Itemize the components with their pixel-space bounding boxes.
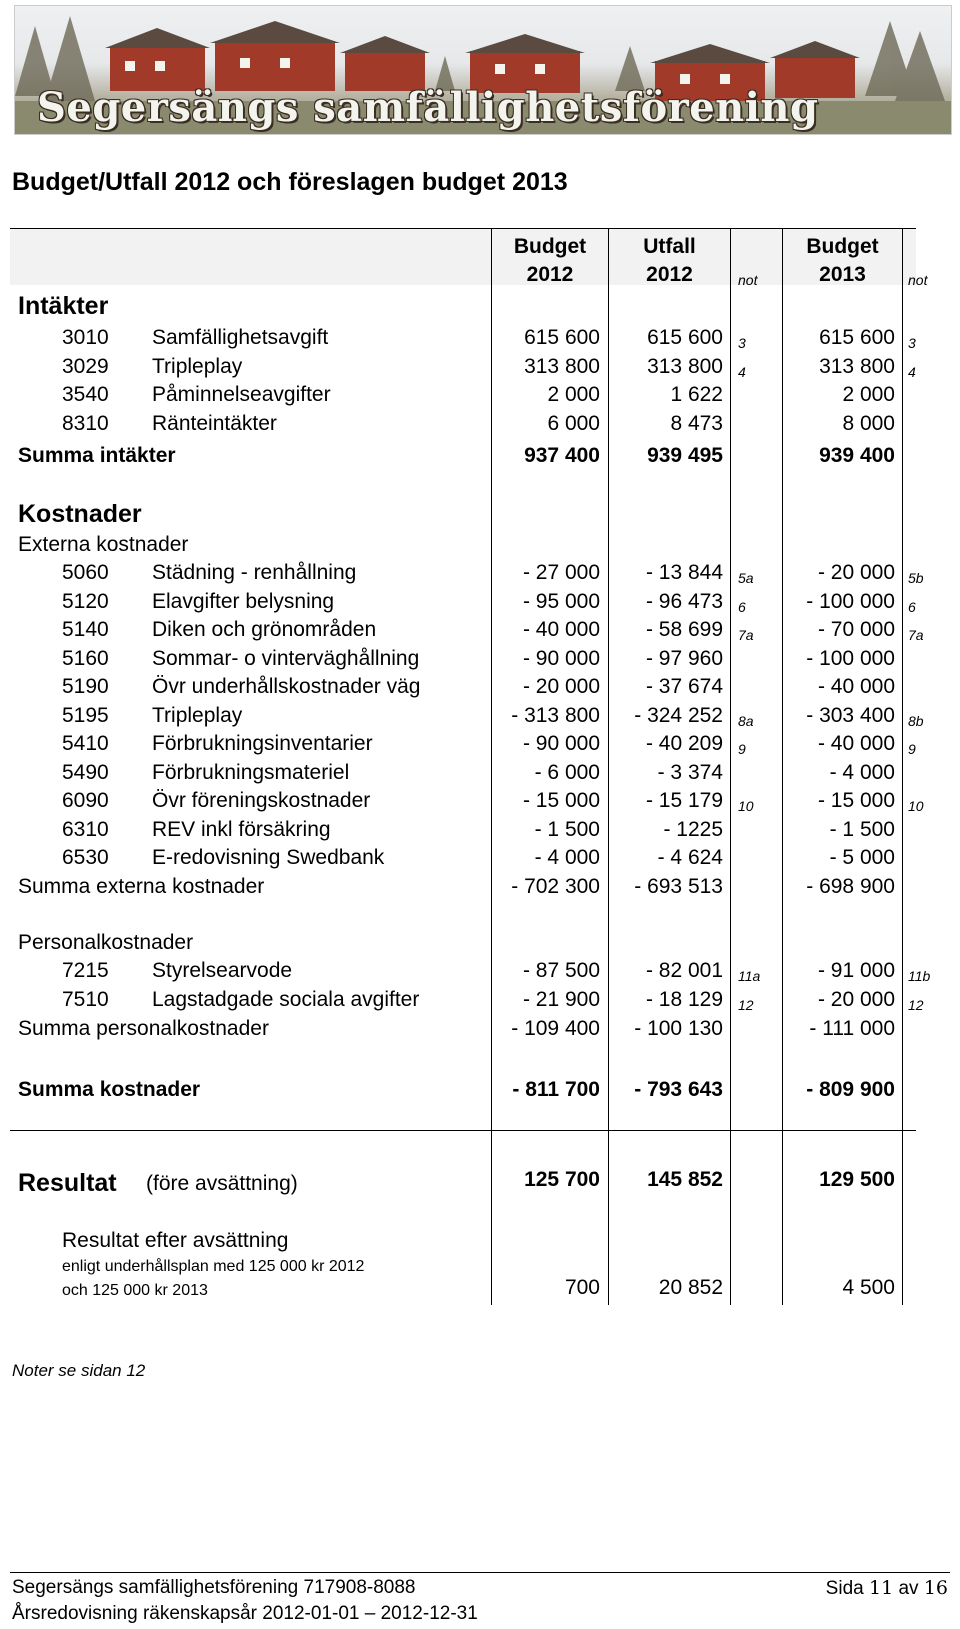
sum-kostnader-b12: - 811 700 xyxy=(512,1078,600,1101)
footer-period: Årsredovisning räkenskapsår 2012-01-01 – 2012-12-31 xyxy=(12,1603,478,1624)
sum-kostnader-u12: - 793 643 xyxy=(634,1078,723,1101)
account-budget-2013: - 91 000 xyxy=(817,959,895,982)
col-budget2012-line1: Budget xyxy=(513,235,587,258)
sum-personal-b13: - 111 000 xyxy=(809,1017,895,1040)
account-note-2012: 3 xyxy=(738,335,746,351)
account-budget-2013: - 5 000 xyxy=(829,846,895,869)
account-note-2013: 12 xyxy=(908,996,924,1013)
account-utfall-2012: - 97 960 xyxy=(645,646,723,670)
account-utfall-2012: - 1225 xyxy=(663,817,723,841)
resultat-label: Resultat xyxy=(18,1169,117,1197)
account-note-2012: 6 xyxy=(738,598,746,615)
subsection-title-personal: Personalkostnader xyxy=(18,931,194,954)
account-code: 6530 xyxy=(62,846,109,869)
col-not-1: not xyxy=(738,272,758,288)
account-note-2012: 4 xyxy=(738,363,746,380)
page-title: Budget/Utfall 2012 och föreslagen budget 2013 xyxy=(12,168,568,196)
account-name: Elavgifter belysning xyxy=(152,589,335,613)
account-name: Städning - renhållning xyxy=(152,561,357,584)
account-name: Övr underhållskostnader väg xyxy=(152,675,421,698)
column-divider xyxy=(902,228,903,1305)
account-budget-2012: - 20 000 xyxy=(522,675,600,698)
resultat-u12: 145 852 xyxy=(647,1168,723,1191)
notes-reference: Noter se sidan 12 xyxy=(12,1361,146,1380)
account-code: 7510 xyxy=(62,987,109,1011)
account-name: Övr föreningskostnader xyxy=(152,789,371,812)
account-name: Tripleplay xyxy=(152,354,243,378)
account-code: 8310 xyxy=(62,411,109,435)
resultat-efter-label: Resultat efter avsättning xyxy=(62,1229,289,1252)
account-budget-2012: 313 800 xyxy=(524,354,600,378)
resultat-efter-detail-1: enligt underhållsplan med 125 000 kr 2012 xyxy=(62,1258,365,1275)
header-banner xyxy=(14,5,952,135)
account-code: 5160 xyxy=(62,646,109,670)
account-code: 5190 xyxy=(62,675,109,698)
sum-personal-label: Summa personalkostnader xyxy=(18,1017,269,1040)
footer-org: Segersängs samfällighetsförening 717908-8088 xyxy=(12,1577,416,1598)
section-title-intakter: Intäkter xyxy=(18,292,109,320)
resultat-efter-detail-2: och 125 000 kr 2013 xyxy=(62,1282,208,1299)
column-divider xyxy=(730,228,731,1305)
account-utfall-2012: - 15 179 xyxy=(645,789,723,812)
account-name: Styrelsearvode xyxy=(152,959,293,982)
col-budget2013-line1: Budget xyxy=(806,235,879,258)
account-code: 5490 xyxy=(62,760,109,784)
account-name: Diken och grönområden xyxy=(152,618,377,641)
sum-intakter-b13: 939 400 xyxy=(819,444,895,467)
account-utfall-2012: - 96 473 xyxy=(645,589,723,613)
account-note-2013: 9 xyxy=(908,741,916,757)
account-budget-2013: 313 800 xyxy=(819,354,895,378)
account-utfall-2012: - 18 129 xyxy=(645,987,723,1011)
account-code: 5060 xyxy=(62,561,109,584)
account-code: 6310 xyxy=(62,817,109,841)
account-note-2013: 7a xyxy=(908,627,924,643)
account-budget-2012: - 6 000 xyxy=(534,760,600,784)
account-name: Förbrukningsmateriel xyxy=(152,760,350,784)
account-code: 5410 xyxy=(62,732,109,755)
account-note-2013: 5b xyxy=(908,570,924,586)
account-budget-2012: - 95 000 xyxy=(522,589,600,613)
account-code: 7215 xyxy=(62,959,109,982)
subsection-title-externa: Externa kostnader xyxy=(18,533,189,556)
account-budget-2012: - 313 800 xyxy=(511,703,600,727)
account-note-2012: 11a xyxy=(738,968,761,984)
account-name: Ränteintäkter xyxy=(152,411,277,435)
account-budget-2012: - 87 500 xyxy=(522,959,600,982)
account-budget-2012: - 21 900 xyxy=(522,987,600,1011)
account-budget-2013: 615 600 xyxy=(819,326,895,349)
sum-kostnader-b13: - 809 900 xyxy=(806,1078,895,1101)
account-budget-2012: 615 600 xyxy=(524,326,600,349)
resultat-efter-u12: 20 852 xyxy=(658,1276,723,1299)
account-utfall-2012: - 58 699 xyxy=(645,618,723,641)
account-utfall-2012: 1 622 xyxy=(670,383,723,406)
sum-intakter-u12: 939 495 xyxy=(647,444,723,467)
account-utfall-2012: - 40 209 xyxy=(645,732,723,755)
resultat-sublabel: (före avsättning) xyxy=(146,1172,298,1195)
account-code: 5195 xyxy=(62,703,109,727)
account-budget-2013: - 100 000 xyxy=(806,589,895,613)
col-utfall2012-line1: Utfall xyxy=(643,235,696,258)
account-budget-2012: - 15 000 xyxy=(522,789,600,812)
result-separator-line xyxy=(10,1130,916,1131)
account-note-2013: 8b xyxy=(908,712,924,729)
table-top-line xyxy=(10,228,916,229)
account-name: Sommar- o vinterväghållning xyxy=(152,646,420,670)
account-budget-2013: - 20 000 xyxy=(817,987,895,1011)
account-note-2012: 5a xyxy=(738,570,754,586)
account-note-2013: 6 xyxy=(908,598,916,615)
account-budget-2012: - 27 000 xyxy=(522,561,600,584)
account-utfall-2012: - 37 674 xyxy=(645,675,723,698)
account-budget-2013: - 1 500 xyxy=(829,817,895,841)
account-code: 3010 xyxy=(62,326,109,349)
account-utfall-2012: - 82 001 xyxy=(645,959,723,982)
account-note-2012: 9 xyxy=(738,741,746,757)
account-budget-2013: - 100 000 xyxy=(806,646,895,670)
sum-personal-b12: - 109 400 xyxy=(511,1017,600,1040)
sum-intakter-b12: 937 400 xyxy=(524,444,600,467)
sum-externa-u12: - 693 513 xyxy=(634,875,723,898)
account-name: E-redovisning Swedbank xyxy=(152,846,385,869)
account-name: REV inkl försäkring xyxy=(152,817,331,841)
sum-externa-b12: - 702 300 xyxy=(511,875,600,898)
resultat-efter-b12: 700 xyxy=(564,1276,600,1299)
account-note-2012: 12 xyxy=(738,996,754,1013)
table-header-background xyxy=(10,228,916,285)
resultat-b13: 129 500 xyxy=(819,1168,895,1191)
account-note-2013: 11b xyxy=(908,968,931,984)
account-budget-2013: - 15 000 xyxy=(817,789,895,812)
col-budget2012-line2: 2012 xyxy=(526,263,574,286)
col-not-2: not xyxy=(908,272,928,288)
resultat-b12: 125 700 xyxy=(524,1168,600,1191)
account-name: Samfällighetsavgift xyxy=(152,326,329,349)
account-utfall-2012: 8 473 xyxy=(670,411,723,435)
account-code: 3029 xyxy=(62,354,109,378)
footer-page xyxy=(826,1577,948,1600)
account-code: 6090 xyxy=(62,789,109,812)
account-budget-2013: 2 000 xyxy=(842,383,895,406)
section-title-kostnader: Kostnader xyxy=(18,500,142,528)
sum-personal-u12: - 100 130 xyxy=(634,1017,723,1040)
sum-externa-b13: - 698 900 xyxy=(806,875,895,898)
account-budget-2012: - 4 000 xyxy=(534,846,600,869)
account-note-2013: 3 xyxy=(908,335,916,351)
account-budget-2012: - 40 000 xyxy=(522,618,600,641)
account-budget-2012: 6 000 xyxy=(547,411,600,435)
account-budget-2013: - 40 000 xyxy=(817,732,895,755)
account-utfall-2012: - 324 252 xyxy=(634,703,723,727)
account-utfall-2012: 313 800 xyxy=(647,354,723,378)
account-budget-2013: - 303 400 xyxy=(806,703,895,727)
footer-page-label: Sida xyxy=(825,1578,864,1599)
footer-page-total: 16 xyxy=(923,1577,948,1599)
account-budget-2013: - 20 000 xyxy=(817,561,895,584)
account-utfall-2012: - 3 374 xyxy=(657,760,723,784)
col-utfall2012-line2: 2012 xyxy=(646,263,693,286)
sum-kostnader-label: Summa kostnader xyxy=(18,1078,201,1101)
account-code: 5120 xyxy=(62,589,109,613)
account-name: Förbrukningsinventarier xyxy=(152,732,373,755)
account-name: Påminnelseavgifter xyxy=(152,383,331,406)
resultat-efter-b13: 4 500 xyxy=(842,1276,895,1299)
account-budget-2012: - 90 000 xyxy=(522,646,600,670)
account-note-2012: 7a xyxy=(738,627,754,643)
account-budget-2013: - 40 000 xyxy=(817,675,895,698)
account-utfall-2012: - 13 844 xyxy=(645,561,723,584)
banner-title: Segersängs samfällighetsförening xyxy=(37,84,819,131)
sum-externa-label: Summa externa kostnader xyxy=(18,875,265,898)
account-utfall-2012: - 4 624 xyxy=(657,846,723,869)
account-utfall-2012: 615 600 xyxy=(647,326,723,349)
account-budget-2012: 2 000 xyxy=(547,383,600,406)
account-note-2012: 8a xyxy=(738,712,754,729)
account-budget-2013: 8 000 xyxy=(842,411,895,435)
account-name: Lagstadgade sociala avgifter xyxy=(152,987,420,1011)
footer-page-of: av xyxy=(898,1578,919,1599)
account-note-2012: 10 xyxy=(738,798,754,814)
footer-divider xyxy=(10,1572,950,1573)
col-budget2013-line2: 2013 xyxy=(819,263,866,286)
account-name: Tripleplay xyxy=(152,703,243,727)
account-code: 5140 xyxy=(62,618,109,641)
account-budget-2012: - 90 000 xyxy=(522,732,600,755)
account-budget-2012: - 1 500 xyxy=(534,817,600,841)
account-note-2013: 10 xyxy=(908,798,924,814)
footer-page-number: 11 xyxy=(868,1577,894,1599)
sum-intakter-label: Summa intäkter xyxy=(18,444,176,467)
account-budget-2013: - 70 000 xyxy=(817,618,895,641)
account-code: 3540 xyxy=(62,383,109,406)
account-budget-2013: - 4 000 xyxy=(829,760,895,784)
account-note-2013: 4 xyxy=(908,363,916,380)
